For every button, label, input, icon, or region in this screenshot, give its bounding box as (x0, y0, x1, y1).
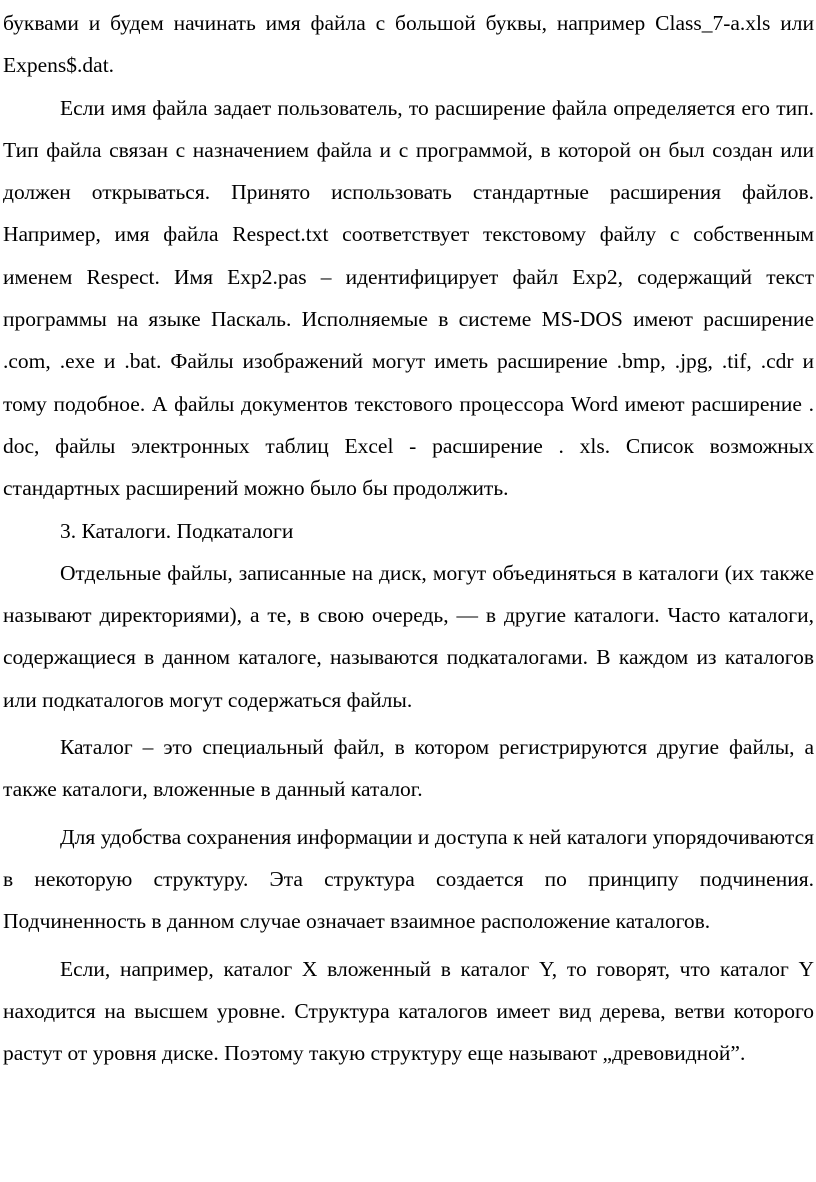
paragraph-directories-intro: Отдельные файлы, записанные на диск, могут объединяться в каталоги (их также называют директориями), а те, в свою очередь, — в другие каталоги. Часто каталоги, содержащиеся в данном каталоге, называются подкаталогами. В каждом из каталогов или подкаталогов могут содержаться файлы. (3, 560, 814, 712)
paragraph-continuation: буквами и будем начинать имя файла с большой буквы, например Class_7-a.xls или Expens$.dat. (3, 11, 814, 78)
paragraph-directory-structure: Для удобства сохранения информации и доступа к ней каталоги упорядочиваются в некоторую структуру. Эта структура создается по принципу подчинения. Подчиненность в данном случае означает взаимное расположение каталогов. (3, 824, 814, 934)
paragraph-directory-definition: Каталог – это специальный файл, в котором регистрируются другие файлы, а также каталоги, вложенные в данный каталог. (3, 735, 814, 802)
section-heading-directories: 3. Каталоги. Подкаталоги (60, 518, 294, 543)
paragraph-directory-tree: Если, например, каталог X вложенный в каталог Y, то говорят, что каталог Y находится на высшем уровне. Структура каталогов имеет вид дерева, ветви которого растут от уровня диске. Поэтому такую структуру еще называют „древовидной”. (3, 956, 814, 1066)
paragraph-file-extensions: Если имя файла задает пользователь, то расширение файла определяется его тип. Тип файла связан с назначением файла и с программой, в которой он был создан или должен открываться. Принято использовать стандартные расширения файлов. Например, имя файла Respect.txt соответствует текстовому файлу с собственным именем Respect. Имя Exp2.pas – идентифицирует файл Exp2, содержащий текст программы на языке Паскаль. Исполняемые в системе MS-DOS имеют расширение .com, .exe и .bat. Файлы изображений могут иметь расширение .bmp, .jpg, .tif, .cdr и тому подобное. А файлы документов текстового процессора Word имеют расширение . doc, файлы электронных таблиц Excel - расширение . xls. Список возможных стандартных расширений можно было бы продолжить. (3, 95, 814, 501)
